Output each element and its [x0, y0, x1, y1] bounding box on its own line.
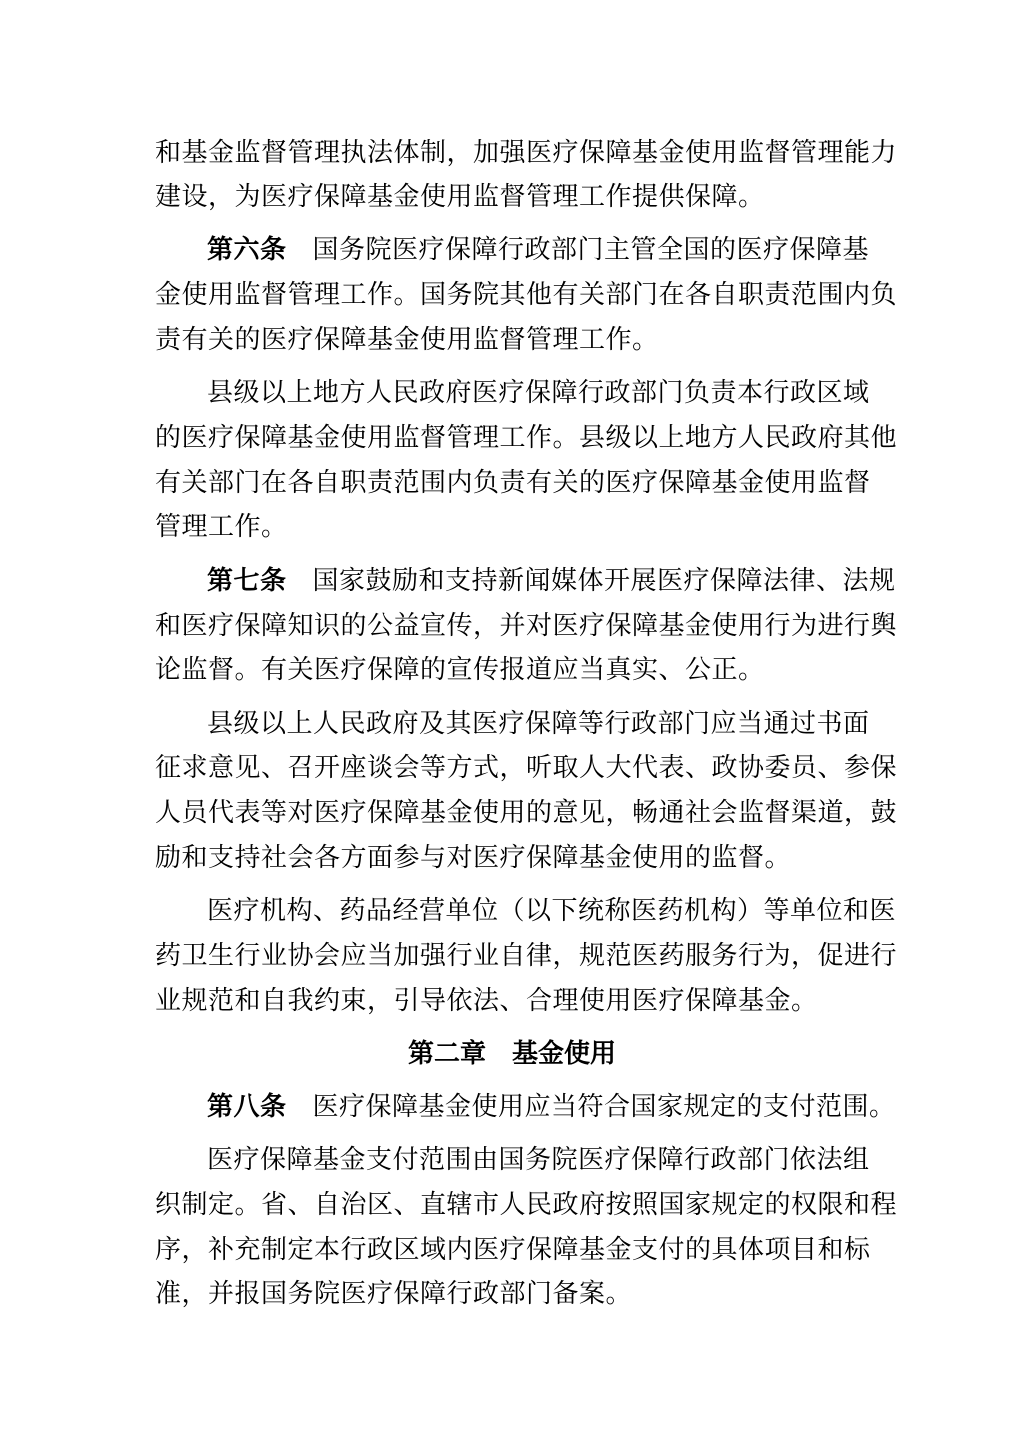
text-line: 县级以上地方人民政府医疗保障行政部门负责本行政区域: [207, 378, 870, 408]
text-line: 医疗机构、药品经营单位（以下统称医药机构）等单位和医: [207, 896, 897, 926]
text-line: 建设，为医疗保障基金使用监督管理工作提供保障。: [155, 182, 765, 212]
text-line: 责有关的医疗保障基金使用监督管理工作。: [155, 325, 659, 355]
text-line: 县级以上人民政府及其医疗保障等行政部门应当通过书面: [207, 709, 870, 739]
text-line: 医疗保障基金使用应当符合国家规定的支付范围。: [312, 1092, 896, 1122]
article-8-heading: 第八条: [207, 1092, 287, 1122]
text-line: 准，并报国务院医疗保障行政部门备案。: [155, 1279, 633, 1309]
text-line: 国家鼓励和支持新闻媒体开展医疗保障法律、法规: [312, 566, 896, 596]
chapter-heading: [0, 1032, 1024, 1076]
article-7-heading: 第七条: [207, 566, 287, 596]
text-line: 业规范和自我约束，引导依法、合理使用医疗保障基金。: [155, 986, 818, 1016]
text-line: 论监督。有关医疗保障的宣传报道应当真实、公正。: [155, 655, 765, 685]
text-line: 管理工作。: [155, 512, 288, 542]
text-line: 和基金监督管理执法体制，加强医疗保障基金使用监督管理能力: [155, 138, 898, 168]
text-line: 国务院医疗保障行政部门主管全国的医疗保障基: [312, 235, 870, 265]
text-line: 医疗保障基金支付范围由国务院医疗保障行政部门依法组: [207, 1145, 870, 1175]
text-line: 序，补充制定本行政区域内医疗保障基金支付的具体项目和标: [155, 1235, 871, 1265]
text-line: 有关部门在各自职责范围内负责有关的医疗保障基金使用监督: [155, 468, 871, 498]
article-8-first-line: [207, 1085, 896, 1129]
chapter-title: 基金使用: [512, 1039, 617, 1069]
text-line: 金使用监督管理工作。国务院其他有关部门在各自职责范围内负: [155, 280, 898, 310]
text-line: 和医疗保障知识的公益宣传，并对医疗保障基金使用行为进行舆: [155, 611, 898, 641]
text-line: 的医疗保障基金使用监督管理工作。县级以上地方人民政府其他: [155, 423, 898, 453]
text-line: 励和支持社会各方面参与对医疗保障基金使用的监督。: [155, 843, 792, 873]
article-6-first-line: [207, 228, 870, 272]
article-6-heading: 第六条: [207, 235, 287, 265]
text-line: 药卫生行业协会应当加强行业自律，规范医药服务行为，促进行: [155, 941, 898, 971]
text-line: 征求意见、召开座谈会等方式，听取人大代表、政协委员、参保: [155, 753, 898, 783]
article-7-first-line: [207, 559, 896, 603]
text-line: 人员代表等对医疗保障基金使用的意见，畅通社会监督渠道，鼓: [155, 798, 898, 828]
chapter-number: 第二章: [407, 1039, 486, 1069]
text-line: 织制定。省、自治区、直辖市人民政府按照国家规定的权限和程: [155, 1190, 898, 1220]
